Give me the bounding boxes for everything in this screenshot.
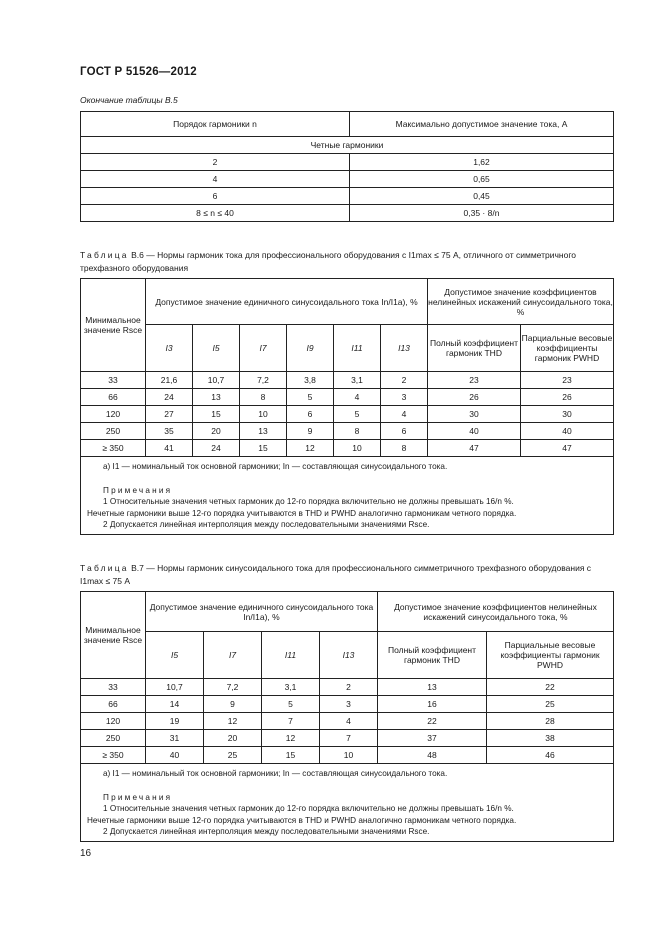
- table-b7-col-unit: Допустимое значение единичного синусоидального тока In/I1a), %: [146, 592, 378, 632]
- table-row: 66 14 9 5 3 16 25: [81, 696, 614, 713]
- table-b7-footnote: a) I1 — номинальный ток основной гармоники; In — составляющая синусоидального тока.: [103, 769, 448, 778]
- table-b6-col-thd: Полный коэффициент гармоник THD: [428, 325, 521, 372]
- table-b7-col-min: Минимальное значение Rsce: [81, 592, 146, 679]
- table-b5: [80, 111, 614, 222]
- table-b6-col-unit: Допустимое значение единичного синусоидального тока In/I1a), %: [146, 279, 428, 325]
- table-b6-col-min: Минимальное значение Rsce: [81, 279, 146, 372]
- table-b5-col-max: Максимально допустимое значение тока, А: [350, 112, 614, 137]
- table-b6-caption: Таблица В.6 — Нормы гармоник тока для профессионального оборудования с I1max ≤ 75 А, отличного от симметричного трехфазного оборудования: [80, 250, 576, 273]
- table-row: 120 19 12 7 4 22 28: [81, 713, 614, 730]
- table-row: 120 27 15 10 6 5 4 30 30: [81, 406, 614, 423]
- table-b7-caption: Таблица В.7 — Нормы гармоник синусоидального тока для профессионального симметричного трехфазного оборудования с I1max ≤ 75 А: [80, 563, 592, 586]
- page-number: 16: [80, 848, 92, 859]
- table-b6-col-thd-group: Допустимое значение коэффициентов нелинейных искажений синусоидального тока, %: [428, 279, 614, 325]
- table-row: 8 ≤ n ≤ 40 0,35 · 8/n: [81, 205, 614, 222]
- table-b6: Минимальное значение Rsce Допустимое значение единичного синусоидального тока In/I1a), % Допустимое значение коэффициентов нелинейных искажений синусоидального тока, % I3 I5 I7 I9 I11 I13 Полный коэффициент гармоник THD Парциальные весовые коэффициенты гармоник PWHD 33 21,6 10,7 7,2 3,8 3,1 2 23 23 66 24 13 8 5 4 3 26 26 120 27 15 10 6 5 4 30 30 250 35 20 13 9 8 6 40 40 ≥ 350 41 24 15 12 10 8 47 47 a) I1 — номинальный ток основной гармоники; In — составляющая синусоидального тока. Примечания 1 Относительные значения четных гармоник до 12-го порядка включительно не должны превышать 16/n %. Нечетные гармоники выше 12-го порядка учитываются в THD и PWHD аналогично гармоникам четного порядка. 2 Допускается линейная интерполяция между последовательными значениями Rsce.: [80, 278, 614, 535]
- table-b7-col-thd: Полный коэффициент гармоник THD: [378, 632, 487, 679]
- table-b6-notes-head: Примечания: [103, 485, 173, 495]
- table-row: 2 1,62: [81, 154, 614, 171]
- table-b5-group: Четные гармоники: [81, 137, 614, 154]
- table-row: 33 21,6 10,7 7,2 3,8 3,1 2 23 23: [81, 372, 614, 389]
- table-b7-col-thd-group: Допустимое значение коэффициентов нелинейных искажений синусоидального тока, %: [378, 592, 614, 632]
- table-b5-col-order: Порядок гармоники n: [81, 112, 350, 137]
- table-row: 250 31 20 12 7 37 38: [81, 730, 614, 747]
- table-b7-notes: a) I1 — номинальный ток основной гармоники; In — составляющая синусоидального тока. Примечания 1 Относительные значения четных гармоник до 12-го порядка включительно не должны превышать 16/n %. Нечетные гармоники выше 12-го порядка учитываются в THD и PWHD аналогично гармоникам четного порядка. 2 Допускается линейная интерполяция между последовательными значениями Rsce.: [81, 764, 614, 842]
- table-row: ≥ 350 41 24 15 12 10 8 47 47: [81, 440, 614, 457]
- table-b6-notes: a) I1 — номинальный ток основной гармоники; In — составляющая синусоидального тока. Примечания 1 Относительные значения четных гармоник до 12-го порядка включительно не должны превышать 16/n %. Нечетные гармоники выше 12-го порядка учитываются в THD и PWHD аналогично гармоникам четного порядка. 2 Допускается линейная интерполяция между последовательными значениями Rsce.: [81, 457, 614, 535]
- table-row: 33 10,7 7,2 3,1 2 13 22: [81, 679, 614, 696]
- table-b6-col-pwhd: Парциальные весовые коэффициенты гармоник PWHD: [521, 325, 614, 372]
- page-header: ГОСТ Р 51526—2012: [80, 66, 197, 78]
- table-row: ≥ 350 40 25 15 10 48 46: [81, 747, 614, 764]
- table-row: 250 35 20 13 9 8 6 40 40: [81, 423, 614, 440]
- table-row: 6 0,45: [81, 188, 614, 205]
- table-b5-caption: Окончание таблицы В.5: [80, 95, 178, 105]
- table-b7-col-pwhd: Парциальные весовые коэффициенты гармоник PWHD: [487, 632, 614, 679]
- table-row: 66 24 13 8 5 4 3 26 26: [81, 389, 614, 406]
- table-row: 4 0,65: [81, 171, 614, 188]
- table-b6-footnote: a) I1 — номинальный ток основной гармоники; In — составляющая синусоидального тока.: [103, 462, 448, 471]
- table-b7: Минимальное значение Rsce Допустимое значение единичного синусоидального тока In/I1a), % Допустимое значение коэффициентов нелинейных искажений синусоидального тока, % I5 I7 I11 I13 Полный коэффициент гармоник THD Парциальные весовые коэффициенты гармоник PWHD 33 10,7 7,2 3,1 2 13 22 66 14 9 5 3 16 25 120 19 12 7 4 22 28 250 31 20 12 7 37 38 ≥ 350 40 25 15 10 48 46 a) I1 — номинальный ток основной гармоники; In — составляющая синусоидального тока. Примечания 1 Относительные значения четных гармоник до 12-го порядка включительно не должны превышать 16/n %. Нечетные гармоники выше 12-го порядка учитываются в THD и PWHD аналогично гармоникам четного порядка. 2 Допускается линейная интерполяция между последовательными значениями Rsce.: [80, 591, 614, 842]
- table-b7-notes-head: Примечания: [103, 792, 173, 802]
